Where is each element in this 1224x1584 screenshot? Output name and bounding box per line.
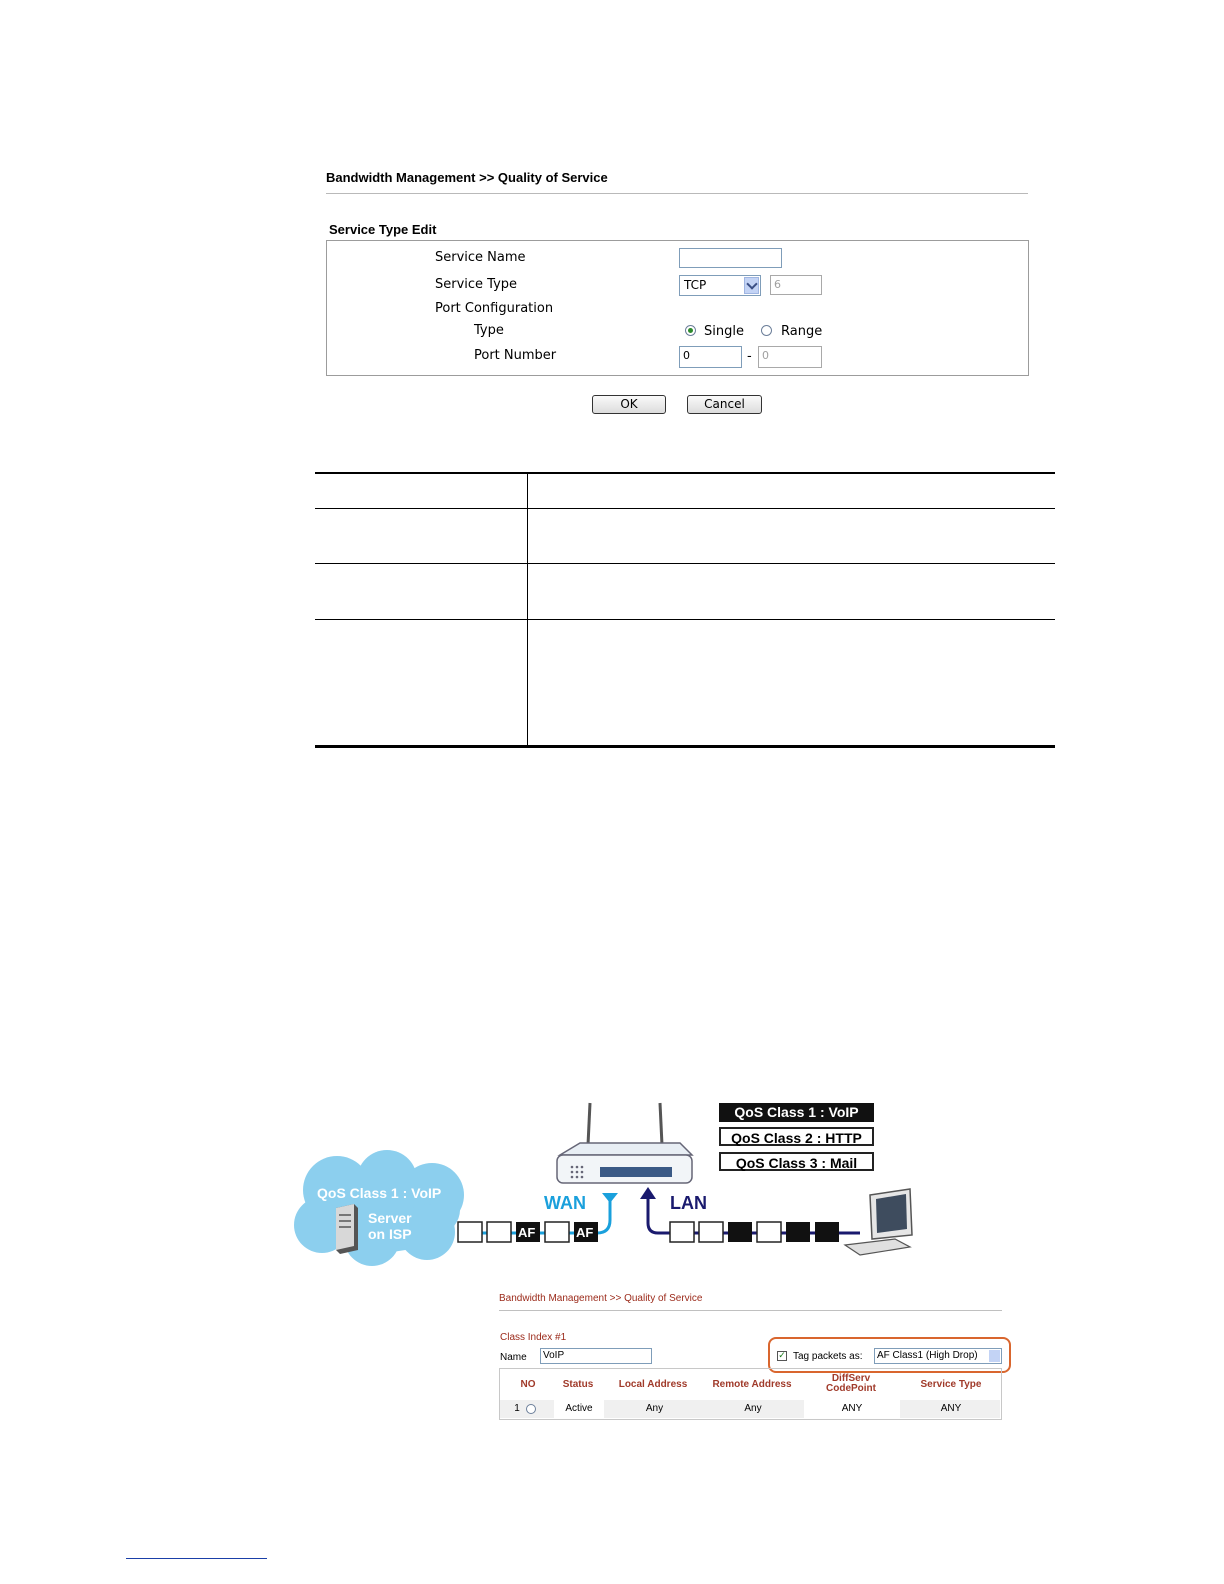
table-column-divider xyxy=(527,473,528,746)
cloud-server-line2: on ISP xyxy=(368,1226,412,1242)
port-end-input: 0 xyxy=(758,346,822,368)
computer-icon xyxy=(845,1189,912,1255)
qos-class-2-badge: QoS Class 2 : HTTP xyxy=(719,1127,874,1146)
router-icon xyxy=(557,1143,692,1183)
name-label: Name xyxy=(500,1352,527,1363)
type-label: Type xyxy=(474,323,504,338)
lan-label: LAN xyxy=(670,1193,707,1213)
col-diffserv: DiffServ CodePoint xyxy=(826,1373,876,1394)
cloud-server-line1: Server xyxy=(368,1210,412,1226)
table-bottom-rule xyxy=(315,745,1055,748)
packet-tag: AF xyxy=(576,1225,594,1240)
radio-range[interactable] xyxy=(761,325,772,336)
port-number-label: Port Number xyxy=(474,348,557,363)
qos-class-3-badge: QoS Class 3 : Mail xyxy=(719,1152,874,1171)
qos-class-1-badge: QoS Class 1 : VoIP xyxy=(719,1103,874,1122)
service-type-select[interactable] xyxy=(679,275,761,296)
service-type-edit-panel xyxy=(326,240,1029,376)
chevron-down-icon[interactable] xyxy=(744,277,759,294)
cloud-title: QoS Class 1 : VoIP xyxy=(317,1185,442,1201)
packet-tag: AF xyxy=(518,1225,536,1240)
row-no: 1 xyxy=(514,1403,520,1414)
port-separator: - xyxy=(747,349,752,364)
table-row-rule xyxy=(315,563,1055,564)
service-name-label: Service Name xyxy=(435,250,526,265)
row-service: ANY xyxy=(940,1403,962,1414)
service-name-input[interactable] xyxy=(679,248,782,268)
row-diffserv: ANY xyxy=(804,1400,900,1418)
service-type-label: Service Type xyxy=(435,277,518,292)
col-no: NO xyxy=(520,1379,536,1390)
ok-button[interactable]: OK xyxy=(592,395,666,414)
breadcrumb-2-divider xyxy=(499,1310,1002,1311)
col-remote-address: Remote Address xyxy=(712,1379,792,1390)
port-start-input[interactable]: 0 xyxy=(679,346,742,368)
table-row-rule xyxy=(315,508,1055,509)
radio-single-label: Single xyxy=(704,324,744,339)
tag-select-value: AF Class1 (High Drop) xyxy=(877,1350,978,1361)
tag-select[interactable] xyxy=(874,1348,1002,1364)
radio-single[interactable] xyxy=(685,325,696,336)
row-select-radio[interactable] xyxy=(526,1404,536,1414)
row-remote: Any xyxy=(744,1403,762,1414)
tag-label: Tag packets as: xyxy=(793,1351,863,1362)
server-icon xyxy=(336,1204,358,1254)
breadcrumb-divider xyxy=(326,193,1028,194)
cancel-button[interactable]: Cancel xyxy=(687,395,762,414)
service-type-selected: TCP xyxy=(684,278,707,292)
name-input[interactable]: VoIP xyxy=(540,1348,652,1364)
protocol-number-input: 6 xyxy=(770,275,822,295)
tag-checkbox[interactable]: ✓ xyxy=(778,1351,786,1361)
wan-label: WAN xyxy=(544,1193,586,1213)
row-local: Any xyxy=(645,1403,664,1414)
port-configuration-label: Port Configuration xyxy=(435,301,554,316)
section-title: Service Type Edit xyxy=(329,222,437,237)
row-status: Active xyxy=(554,1400,604,1418)
table-row-rule xyxy=(315,619,1055,620)
breadcrumb-2: Bandwidth Management >> Quality of Service xyxy=(499,1293,703,1304)
chevron-down-icon[interactable] xyxy=(989,1350,1000,1362)
radio-range-label: Range xyxy=(781,324,823,339)
class-index-label: Class Index #1 xyxy=(500,1332,567,1343)
table-top-rule xyxy=(315,472,1055,474)
footer-link-underline xyxy=(126,1558,267,1559)
breadcrumb: Bandwidth Management >> Quality of Service xyxy=(326,170,608,185)
col-local-address: Local Address xyxy=(618,1379,688,1390)
col-status: Status xyxy=(562,1379,594,1390)
col-service-type: Service Type xyxy=(920,1379,982,1390)
